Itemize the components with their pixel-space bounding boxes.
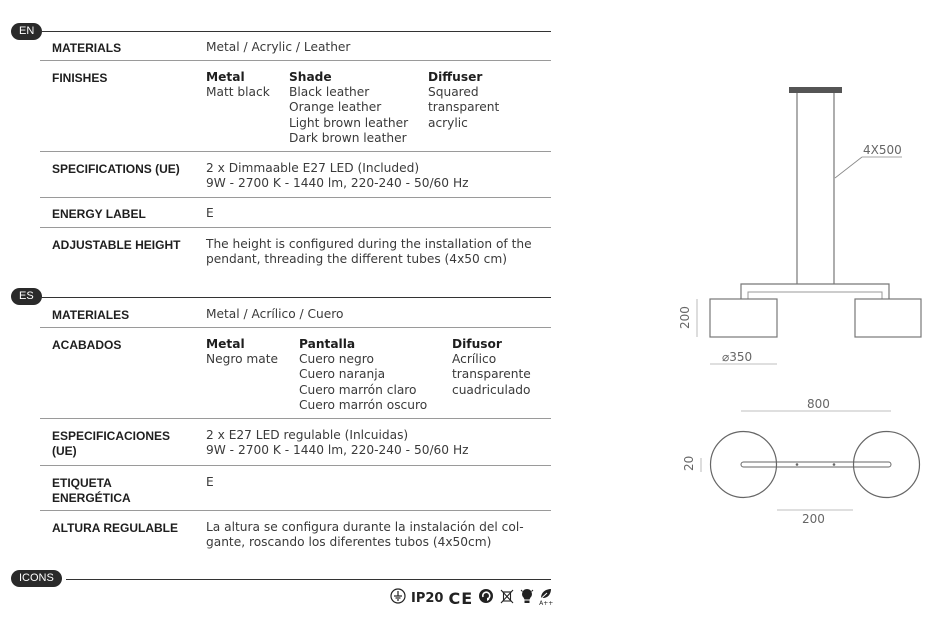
finishes-label: FINISHES	[52, 71, 108, 85]
bar-joint	[833, 463, 836, 466]
etiqueta-value: E	[206, 475, 214, 489]
acabados-pantalla-line: Cuero negro	[299, 352, 374, 367]
acabados-metal-line: Negro mate	[206, 352, 279, 367]
finishes-metal-line: Matt black	[206, 85, 270, 100]
finishes-diffuser-line: Squared	[428, 85, 479, 100]
especificaciones-line-1: 2 x E27 LED regulable (Inlcuidas)	[206, 428, 409, 442]
altura-regulable-line-1: La altura se configura durante la instalación del col-	[206, 520, 524, 534]
acabados-difusor-heading: Difusor	[452, 337, 502, 351]
energy-label-label: ENERGY LABEL	[52, 207, 146, 221]
altura-regulable-label: ALTURA REGULABLE	[52, 521, 178, 535]
acabados-pantalla-line: Cuero naranja	[299, 367, 386, 382]
section-tag-en: EN	[11, 23, 42, 40]
finishes-diffuser-heading: Diffuser	[428, 70, 483, 84]
acabados-pantalla-line: Cuero marrón claro	[299, 382, 417, 397]
shade-right	[855, 299, 921, 337]
depth-dimension-label: 20	[682, 455, 696, 471]
finishes-diffuser-line: transparent	[428, 100, 500, 115]
etiqueta-label-line-2: ENERGÉTICA	[52, 491, 131, 505]
width-dimension-label: 800	[807, 397, 830, 411]
especificaciones-label-line-2: (UE)	[52, 444, 77, 458]
specifications-label: SPECIFICATIONS (UE)	[52, 162, 180, 176]
acabados-difusor-line: cuadriculado	[452, 382, 531, 397]
acabados-difusor-line: Acrílico	[452, 352, 497, 367]
energy-class-label: A++	[539, 600, 554, 607]
acabados-difusor-line: transparente	[452, 367, 531, 382]
shade-top-left	[711, 432, 777, 498]
finishes-shade-line: Dark brown leather	[289, 130, 407, 145]
shade-top-right	[854, 432, 920, 498]
energy-label-value: E	[206, 206, 214, 220]
acabados-pantalla-line: Cuero marrón oscuro	[299, 397, 428, 412]
specifications-line-2: 9W - 2700 K - 1440 lm, 220-240 - 50/60 Hz	[206, 176, 469, 190]
height-dimension-label: 200	[678, 306, 692, 329]
acabados-label: ACABADOS	[52, 338, 122, 352]
finishes-shade-heading: Shade	[289, 70, 332, 84]
spacing-dimension-label: 200	[802, 512, 825, 526]
section-tag-es: ES	[11, 288, 42, 305]
especificaciones-line-2: 9W - 2700 K - 1440 lm, 220-240 - 50/60 Hz	[206, 443, 469, 457]
bar-joint	[796, 463, 799, 466]
specifications-line-1: 2 x Dimmaable E27 LED (Included)	[206, 161, 420, 175]
materiales-value: Metal / Acrílico / Cuero	[206, 307, 344, 321]
materials-label: MATERIALS	[52, 41, 122, 55]
acabados-pantalla-heading: Pantalla	[299, 337, 356, 351]
finishes-shade-line: Orange leather	[289, 100, 382, 115]
finishes-metal-heading: Metal	[206, 70, 245, 84]
especificaciones-label-line-1: ESPECIFICACIONES	[52, 429, 171, 443]
shade-left	[710, 299, 777, 337]
lamp-frame-inner	[748, 292, 882, 299]
section-tag-icons: ICONS	[11, 570, 62, 587]
materiales-label: MATERIALES	[52, 308, 130, 322]
etiqueta-label-line-1: ETIQUETA	[52, 476, 112, 490]
cable-length-label: 4X500	[863, 143, 902, 157]
ip20-icon: IP20	[411, 590, 444, 606]
ceiling-canopy	[789, 87, 842, 93]
finishes-diffuser-line: acrylic	[428, 115, 468, 130]
adjustable-height-line-1: The height is configured during the installation of the	[206, 237, 532, 251]
adjustable-height-label: ADJUSTABLE HEIGHT	[52, 238, 181, 252]
acabados-metal-heading: Metal	[206, 337, 245, 351]
ce-mark-icon: CE	[448, 588, 474, 608]
finishes-shade-line: Light brown leather	[289, 115, 409, 130]
finishes-shade-line: Black leather	[289, 85, 370, 100]
diameter-dimension-label: ⌀350	[722, 350, 753, 364]
adjustable-height-line-2: pendant, threading the different tubes (4x50 cm)	[206, 252, 507, 266]
materials-value: Metal / Acrylic / Leather	[206, 40, 351, 54]
connecting-bar	[741, 462, 891, 467]
altura-regulable-line-2: gante, roscando los diferentes tubos (4x50cm)	[206, 535, 492, 549]
cable-leader-line	[835, 157, 862, 178]
